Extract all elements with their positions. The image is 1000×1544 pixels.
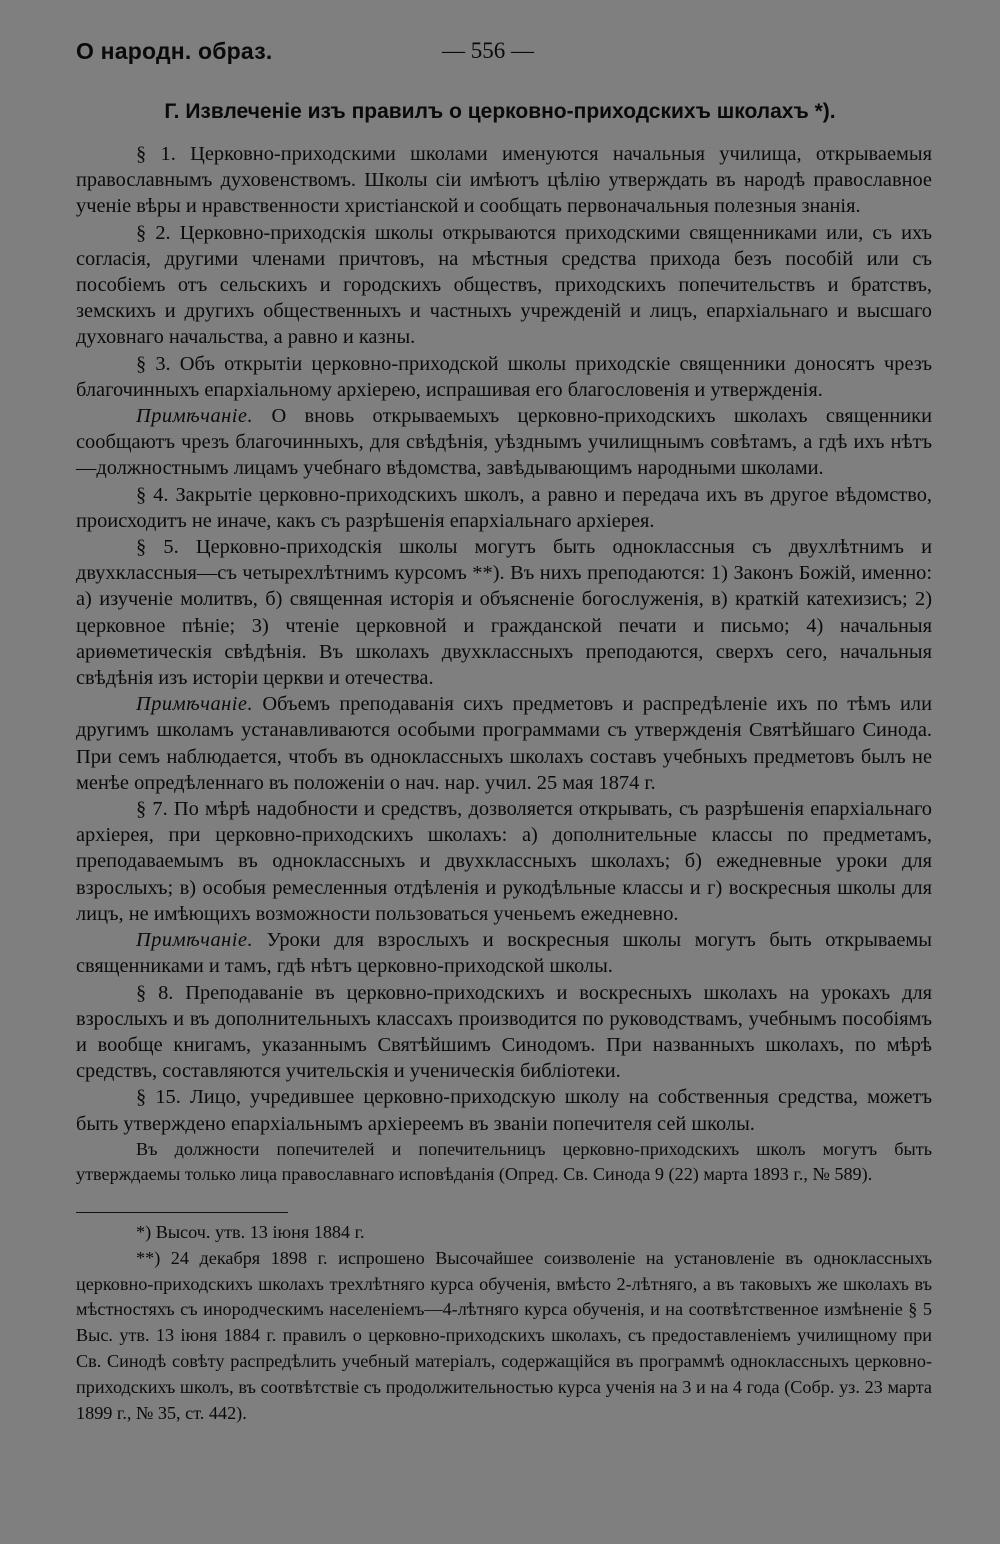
note-paragraph-3 (76, 927, 932, 979)
paragraph-5: § 5. Церковно-приходскія школы могутъ быть одноклассныя съ двухлѣтнимъ и двухклассныя—съ четырехлѣтнимъ курсомъ **). Въ нихъ преподаются: 1) Законъ Божій, именно: а) изученіе молитвъ, б) священная исторія и объясненіе богослуженія, в) краткій катехизисъ; 2) церковное пѣніе; 3) чтеніе церковной и гражданской печати и письмо; 4) начальныя ариѳметическія свѣдѣнія. Въ школахъ двухклассныхъ преподаются, сверхъ сего, начальныя свѣдѣнія изъ исторіи церкви и отечества. (76, 536, 932, 690)
paragraph-7: § 7. По мѣрѣ надобности и средствъ, дозволяется открывать, съ разрѣшенія епархіальнаго архіерея, при церковно-приходскихъ школахъ: а) дополнительные классы по предметамъ, преподаваемымъ въ одноклассныхъ и двухклассныхъ школахъ; б) ежедневные уроки для взрослыхъ; в) особыя ремесленныя отдѣленія и рукодѣльные классы и г) воскресныя школы для лицъ, не имѣющихъ возможности пользоваться ученьемъ ежедневно. (76, 798, 932, 925)
note-paragraph-2 (76, 691, 932, 796)
note-label: Примѣчаніе. (136, 405, 254, 428)
small-paragraph: Въ должности попечителей и попечительницъ церковно-приходскихъ школъ могутъ быть утверждаемы только лица православнаго исповѣданія (Опред. Св. Синода 9 (22) марта 1893 г., № 589). (76, 1138, 932, 1185)
note-text: Уроки для взрослыхъ и воскресныя школы могутъ быть открываемы священниками и тамъ, гдѣ нѣтъ церковно-приходской школы. (76, 929, 932, 978)
section-title: Г. Извлеченіе изъ правилъ о церковно-приходскихъ школахъ *). (164, 100, 836, 123)
paragraph-8: § 8. Преподаваніе въ церковно-приходскихъ и воскресныхъ школахъ на урокахъ для взрослыхъ и въ дополнительныхъ классахъ производится по руководствамъ, учебнымъ пособіямъ и вообще книгамъ, указаннымъ Святѣйшимъ Синодомъ. При названныхъ школахъ, по мѣрѣ средствъ, составляются учительскія и ученическія библіотеки. (76, 981, 932, 1083)
footnotes (76, 1220, 932, 1426)
paragraph-3: § 3. Объ открытіи церковно-приходской школы приходскіе священники доносятъ чрезъ благочинныхъ епархіальному архіерею, испрашивая его благословенія и утвержденія. (76, 352, 932, 401)
footnote-1: *) Высоч. утв. 13 іюня 1884 г. (136, 1222, 365, 1242)
note-label: Примѣчаніе. (136, 929, 254, 952)
note-text: Объемъ преподаванія сихъ предметовъ и распредѣленіе ихъ по тѣмъ или другимъ школамъ устанавливаются особыми программами съ утвержденія Святѣйшаго Синода. При семъ наблюдается, чтобъ въ одноклассныхъ школахъ составъ учебныхъ предметовъ былъ не менѣе опредѣленнаго въ положеніи о нач. нар. учил. 25 мая 1874 г. (76, 693, 932, 794)
paragraph-2: § 2. Церковно-приходскія школы открываются приходскими священниками или, съ ихъ согласія, другими членами причтовъ, на мѣстныя средства прихода безъ пособій или съ пособіемъ отъ сельскихъ и городскихъ обществъ, приходскихъ попечительствъ и братствъ, земскихъ и другихъ общественныхъ и частныхъ учрежденій и лицъ, епархіальнаго и высшаго духовнаго начальства, а равно и казны. (76, 221, 932, 349)
running-head (76, 36, 936, 72)
paragraph-15: § 15. Лицо, учредившее церковно-приходскую школу на собственныя средства, можетъ быть утверждено епархіальнымъ архіереемъ въ званіи попечителя сей школы. (76, 1086, 932, 1135)
note-text: О вновь открываемыхъ церковно-приходскихъ школахъ священники сообщаютъ чрезъ благочинныхъ, для свѣдѣнія, уѣзднымъ училищнымъ совѣтамъ, а гдѣ ихъ нѣтъ—должностнымъ лицамъ учебнаго вѣдомства, завѣдывающимъ народными школами. (76, 405, 932, 480)
paragraph-4: § 4. Закрытіе церковно-приходскихъ школъ, а равно и передача ихъ въ другое вѣдомство, происходитъ не иначе, какъ съ разрѣшенія епархіальнаго архіерея. (76, 483, 932, 532)
note-paragraph-1 (76, 403, 932, 482)
note-label: Примѣчаніе. (136, 693, 254, 716)
body-text (76, 141, 932, 1188)
paragraph-1: § 1. Церковно-приходскими школами именуются начальныя училища, открываемыя православнымъ духовенствомъ. Школы сіи имѣютъ цѣлію утверждать въ народѣ православное ученіе вѣры и нравственности христіанской и сообщать первоначальныя полезныя знанія. (76, 143, 932, 218)
footnote-2: **) 24 декабря 1898 г. испрошено Высочайшее соизволеніе на установленіе въ одноклассныхъ церковно-приходскихъ школахъ трехлѣтняго курса обученія, вмѣсто 2-лѣтняго, а въ таковыхъ же школахъ въ мѣстностяхъ съ инородческимъ населеніемъ—4-лѣтняго курса обученія, и на соотвѣтственное измѣненіе § 5 Выс. утв. 13 іюня 1884 г. правилъ о церковно-приходскихъ школахъ, съ предоставленіемъ училищному при Св. Синодѣ совѣту распредѣлить учебный матеріалъ, содержащійся въ программѣ одноклассныхъ церковно-приходскихъ школъ, въ соотвѣтствіе съ продолжительностью курса ученія на 3 и на 4 года (Собр. уз. 23 марта 1899 г., № 35, ст. 442). (76, 1247, 932, 1423)
page-number: — 556 — (442, 38, 534, 63)
section-header: О народн. образ. (76, 38, 273, 64)
footnote-rule (76, 1212, 288, 1213)
